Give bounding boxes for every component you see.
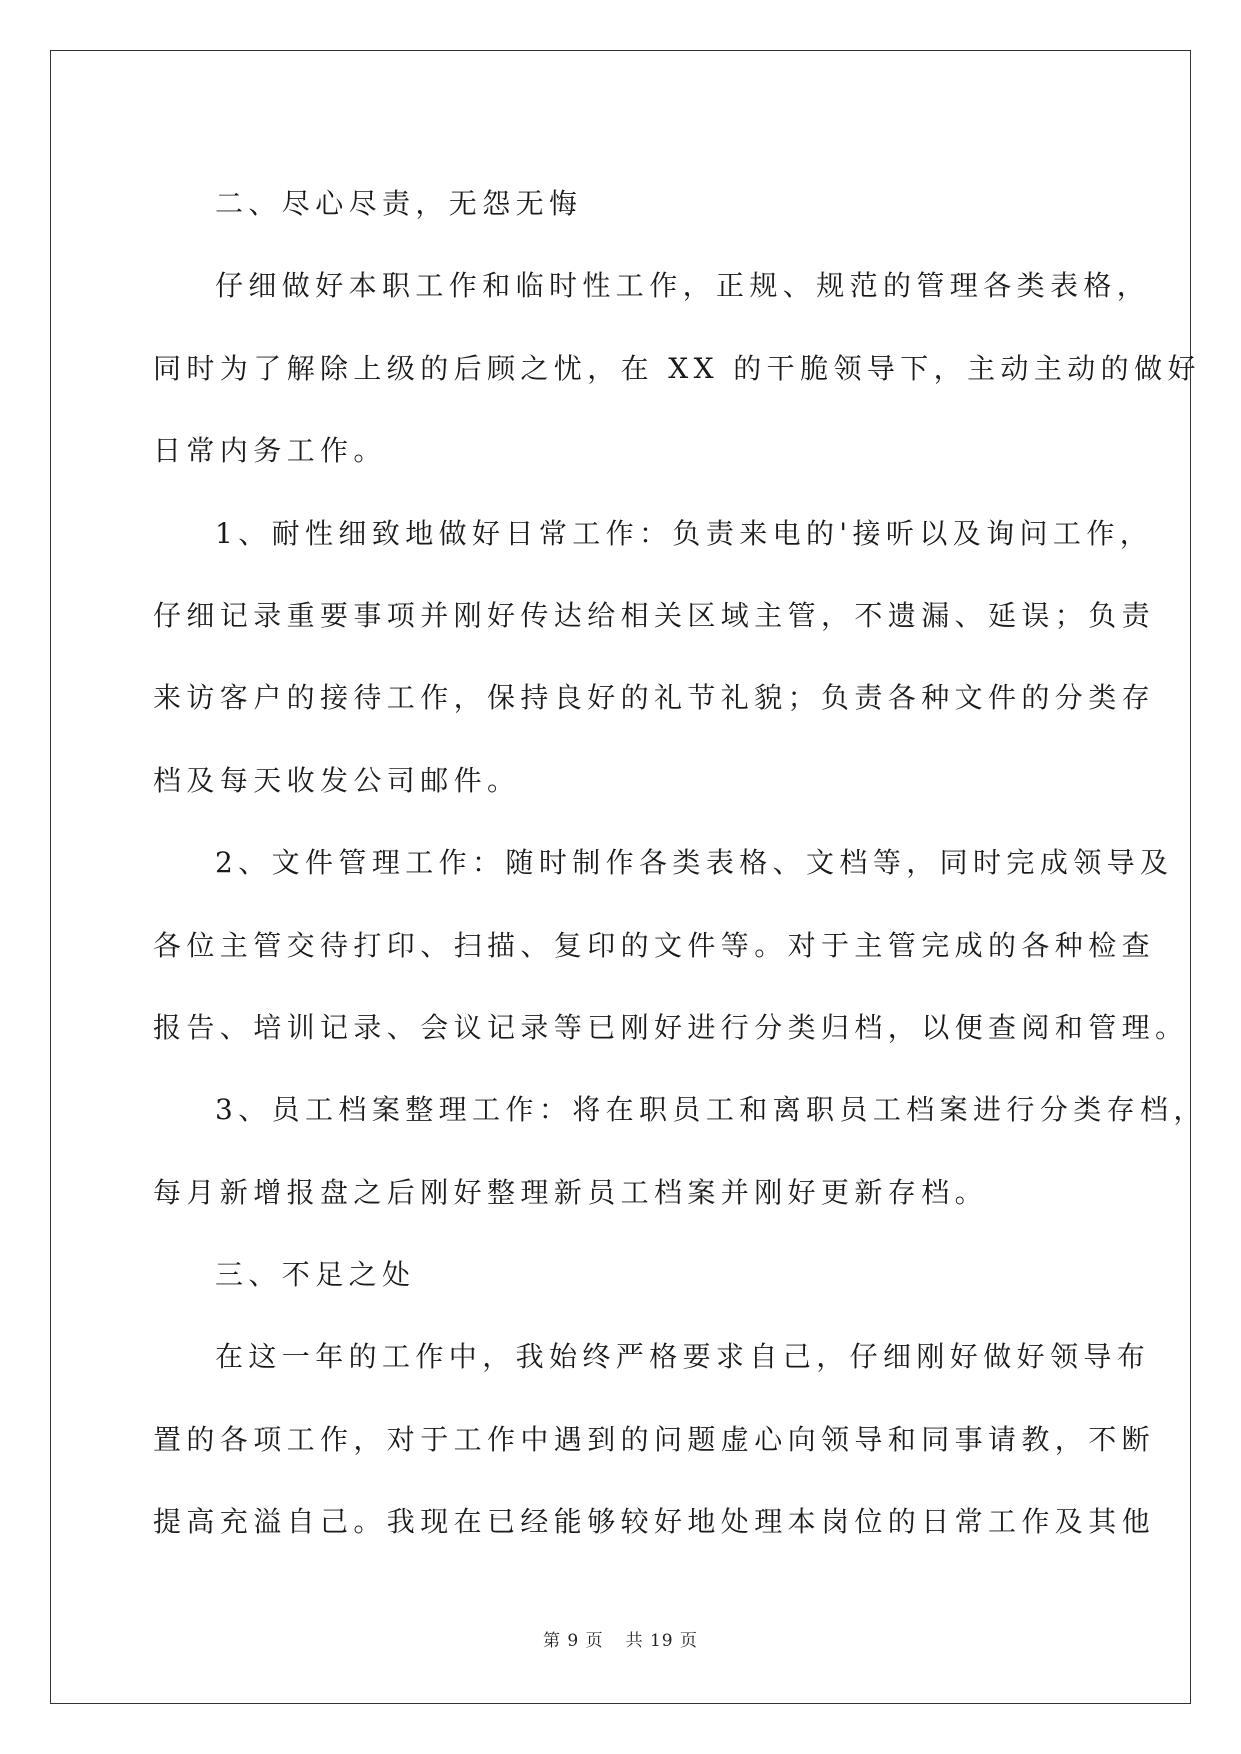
text-line: 档及每天收发公司邮件。 bbox=[153, 763, 521, 797]
text-line: 3、员工档案整理工作：将在职员工和离职员工档案进行分类存档， bbox=[215, 1093, 1207, 1127]
text-line: 同时为了解除上级的后顾之忧，在 XX 的干脆领导下，主动主动的做好 bbox=[153, 351, 1201, 385]
page-number: 第 9 页 bbox=[542, 1631, 604, 1651]
text-line: 仔细记录重要事项并刚好传达给相关区域主管，不遗漏、延误；负责 bbox=[153, 598, 1156, 632]
text-line: 2、文件管理工作：随时制作各类表格、文档等，同时完成领导及 bbox=[215, 846, 1174, 880]
text-line: 提高充溢自己。我现在已经能够较好地处理本岗位的日常工作及其他 bbox=[153, 1505, 1156, 1539]
text-line: 仔细做好本职工作和临时性工作，正规、规范的管理各类表格， bbox=[215, 269, 1151, 303]
text-line: 三、不足之处 bbox=[215, 1258, 416, 1292]
text-line: 报告、培训记录、会议记录等已刚好进行分类归档，以便查阅和管理。 bbox=[153, 1010, 1189, 1044]
page-total: 共 19 页 bbox=[625, 1631, 699, 1651]
text-line: 每月新增报盘之后刚好整理新员工档案并刚好更新存档。 bbox=[153, 1175, 989, 1209]
text-line: 二、尽心尽责，无怨无悔 bbox=[215, 187, 583, 220]
text-line: 置的各项工作，对于工作中遇到的问题虚心向领导和同事请教，不断 bbox=[153, 1422, 1156, 1456]
page-footer bbox=[0, 1626, 1241, 1651]
document-body bbox=[153, 163, 1207, 1564]
text-line: 在这一年的工作中，我始终严格要求自己，仔细刚好做好领导布 bbox=[215, 1340, 1151, 1374]
text-line: 各位主管交待打印、扫描、复印的文件等。对于主管完成的各种检查 bbox=[153, 928, 1156, 962]
text-line: 1、耐性细致地做好日常工作：负责来电的'接听以及询问工作， bbox=[215, 516, 1154, 550]
text-line: 来访客户的接待工作，保持良好的礼节礼貌；负责各种文件的分类存 bbox=[153, 681, 1156, 715]
text-line: 日常内务工作。 bbox=[153, 434, 387, 468]
